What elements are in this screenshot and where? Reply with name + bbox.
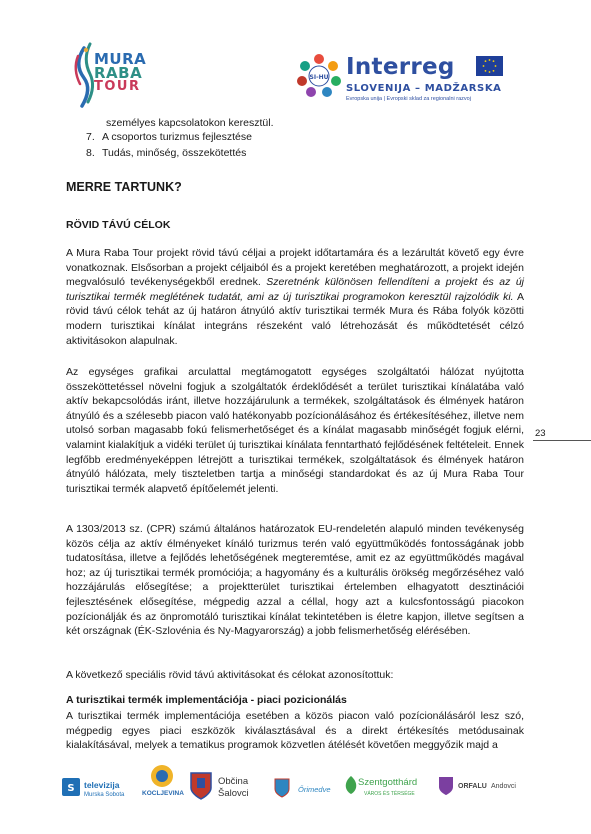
section-heading: MERRE TARTUNK?: [66, 180, 182, 194]
logo-word-mura: MURA: [94, 50, 147, 68]
list-item-text: Tudás, minőség, összekötettés: [102, 147, 247, 159]
szentgotthard-logo-subtext: VÁROS ÉS TÉRSÉGE: [364, 791, 415, 797]
list-item: [86, 147, 246, 159]
margin-divider: [533, 440, 591, 441]
logo-word-raba: RABA: [94, 64, 143, 82]
interreg-tagline: Evropska unija | Evropski sklad za regionalni razvoj: [346, 96, 471, 102]
paragraph-specific-goals-intro: A következő speciális rövid távú aktivitásokat és célokat azonosítottuk:: [66, 669, 394, 681]
orfalu-crest-icon: [438, 776, 454, 796]
subsection-heading: RÖVID TÁVÚ CÉLOK: [66, 219, 171, 231]
kocljevina-logo-icon: [150, 764, 174, 788]
tv-logo-icon: [62, 778, 80, 796]
list-item-text: A csoportos turizmus fejlesztése: [102, 131, 252, 143]
tv-logo-text: televizija: [84, 780, 120, 790]
salovci-logo-text: Občina: [218, 776, 249, 787]
partner-logos: [62, 760, 532, 810]
paragraph-text: A Mura Raba Tour projekt rövid távú céljai a projekt időtartamára és a lezárultát követő egy évre vonatkoznak. Elsősorban a projekt céljaiból és a projekt keretében meghatározott, a projekt idején megvalósuló tevékenységekből erednek.: [66, 247, 524, 289]
paragraph-text: A rövid távú célok tehát az új határon átnyúló aktív turisztikai termék Mura és Rába folyók közötti modern turisztikai kínálat integráns részeként való létrehozását és működtetését célzó aktivitásokon alapulnak.: [66, 290, 524, 347]
paragraph-implementation: A turisztikai termék implementációja esetében a közös piacon való pozícionálásáról lesz szó, mégpedig egyes piaci eszközök kiválasztásával és a direkt értékesítés metódusainak kialakításával, melyek a tematikus programok közvetlen átélését követően meggyőzik majd a: [66, 710, 524, 752]
paragraph-network: Az egységes grafikai arculattal megtámogatott egységes szolgáltatói hálózat nyújtotta összeköttetéssel növelni fogjuk a szolgáltatók érdeklődését a terület turisztikai kínálatába való aktív bekapcsolódás iránt, illetve hozzájárulunk a termékek, szolgáltatások és élmények határon átnyúló és a szélesebb piacon való hatékonyabb pozícionálásához és értékesítéséhez, illetve nem utolsó sorban magasabb fokú felismerhetőséget és a kínálat magasabb minőségét fogjuk elérni, valamint kialakítjuk a vidéki terület új turisztikai kínálata fenntartható fejlődésének feltételeit. Ennek legfőbb eredményeképpen létrejött a turisztikai termékek, szolgáltatások és élmények határon átnyúló hálózata, mely tiszteletben tartja a minőségi standardokat és az új Mura Raba Tour turisztikai termék alapvető építőelemét jelenti.: [66, 366, 524, 495]
svg-text:S: S: [67, 783, 75, 794]
eu-flag-icon: [476, 56, 503, 76]
orfalu-logo-subtext: Andovci: [491, 783, 516, 790]
paragraph-short-term-intro: [66, 246, 524, 348]
interreg-subtitle: SLOVENIJA – MADŽARSKA: [346, 83, 502, 94]
kocljevina-logo-text: KOCLJEVINA: [142, 790, 184, 797]
interreg-title: Interreg: [346, 54, 455, 80]
tv-logo-subtext: Murska Sobota: [84, 792, 125, 798]
logo-word-tour: TOUR: [94, 79, 141, 94]
subsubsection-heading: A turisztikai termék implementációja - piaci pozicionálás: [66, 694, 347, 706]
list-item-number: 7.: [86, 131, 95, 143]
paragraph-cpr-regulation: A 1303/2013 sz. (CPR) számú általános határozatok EU-rendeletén alapuló minden tevékenység közös célja az aktív élményeket kínáló turizmus terén való együttműködés fontosságának jobb tudatosítása, illetve a fejlődés lehetőségének megteremtése, amit ez az együttműködés magával hoz; az új turisztikai termék promóciója; a hagyomány és a kulturális örökség megőrzéséhez való hozzájárulás elősegítése; a projektterület turisztikai értelemben elhagyatott desztinációi fejlesztésének elősegítése, mégpedig azzal a céllal, hogy azt a kulcsfontosságú piacokon pozícionálják és az önpromotáló turisztikai kínálat tekintetében is életre kapjon, illetve segítsen a két országnak (ÉK-Szlovénia és Ny-Magyarország) a jobb felismerhetőség elérésében.: [66, 523, 524, 638]
list-item: [86, 131, 252, 143]
paragraph-italic-text: Szeretnénk különösen fellendíteni a projekt és az új turisztikai termék meglétének tudatát, ami az új turisztikai programokon keresztül rajzolódik ki.: [66, 276, 524, 303]
list-item-number: 8.: [86, 147, 95, 159]
svg-text:SI-HU: SI-HU: [309, 74, 329, 81]
village-crest-icon: [274, 778, 290, 798]
salovci-crest-icon: [190, 772, 212, 800]
szentgotthard-logo-text: Szentgotthárd: [358, 777, 418, 788]
list-carry-text: személyes kapcsolatokon keresztül.: [106, 117, 274, 129]
salovci-logo-subtext: Šalovci: [218, 788, 249, 799]
orimedve-logo-text: Őrimedve: [298, 785, 331, 794]
mura-raba-tour-logo-text: [94, 52, 146, 94]
page-number: 23: [535, 428, 546, 439]
orfalu-logo-text: ORFALU: [458, 783, 487, 790]
